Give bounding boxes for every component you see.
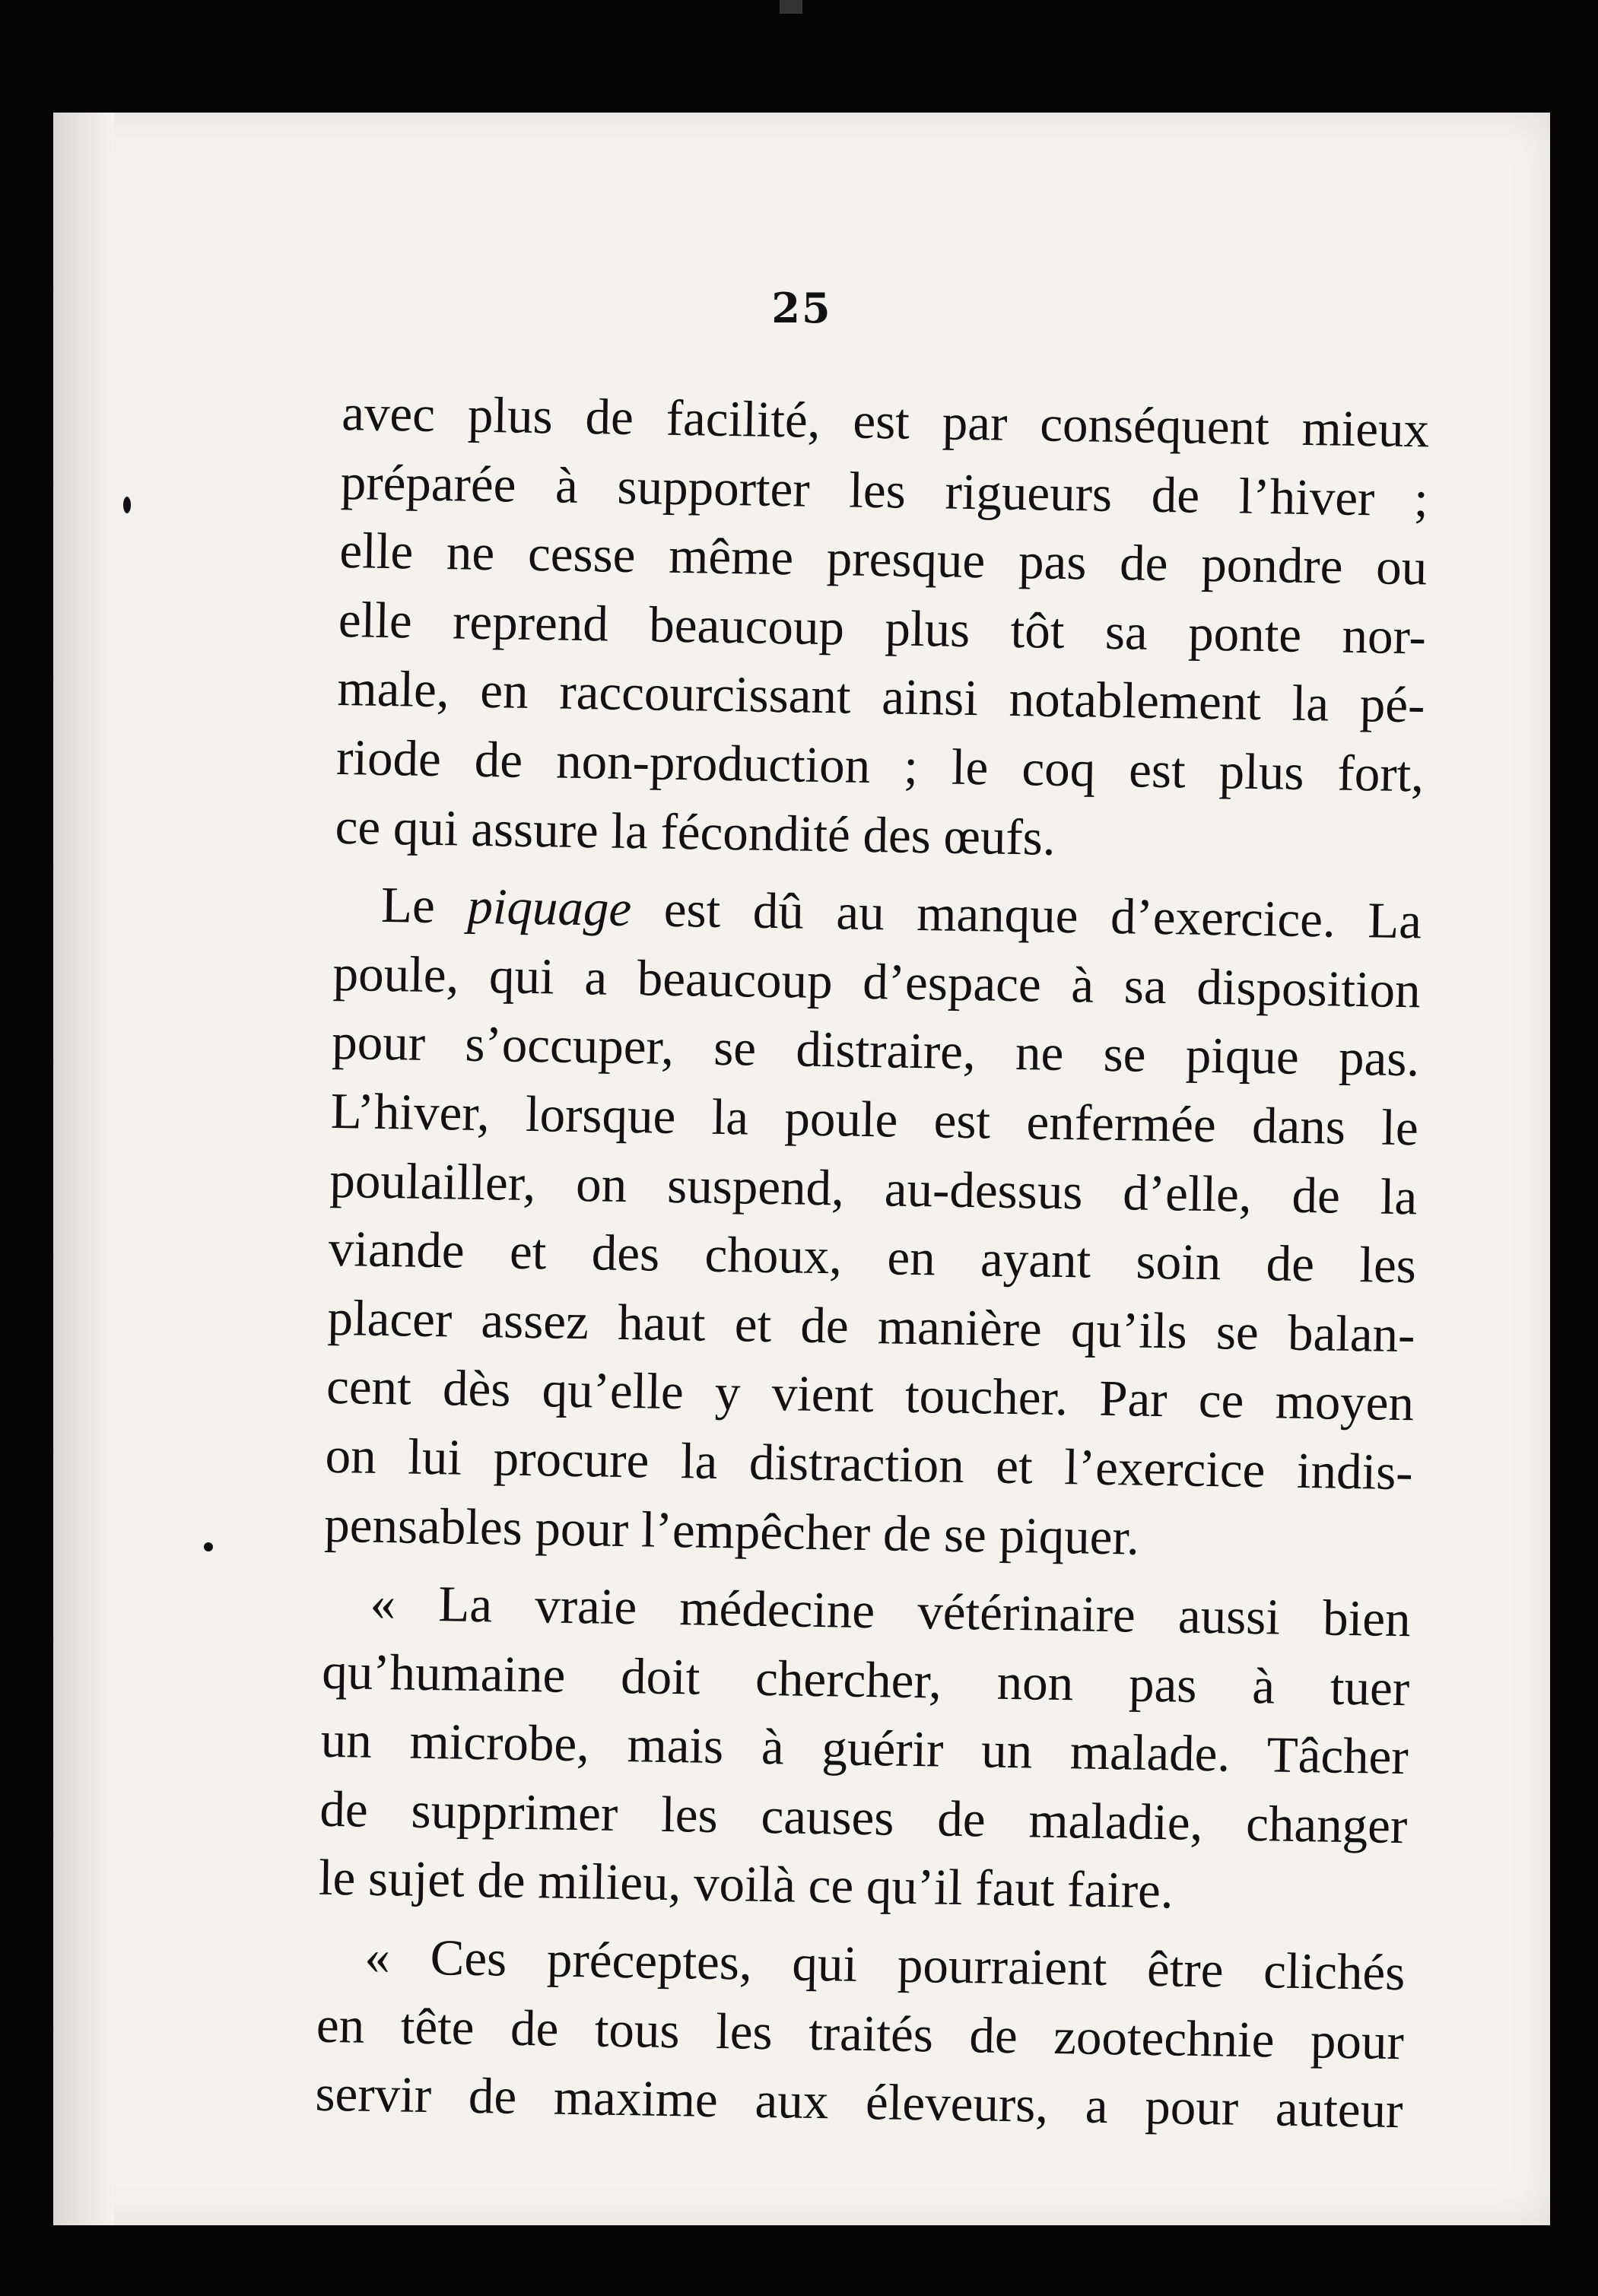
body-text (315, 379, 1430, 2145)
text-line: elle reprend beaucoup plus tôt sa ponte nor- (338, 591, 1427, 665)
text-line: L’hiver, lorsque la poule est enfermée dans le (330, 1082, 1419, 1157)
text-line: le sujet de milieu, voilà ce qu’il faut faire. (318, 1850, 1174, 1920)
text-line: cent dès qu’elle y vient toucher. Par ce moyen (326, 1358, 1415, 1432)
text-line: « Ces préceptes, qui pourraient être clichés (364, 1928, 1406, 2002)
text-line: on lui procure la distraction et l’exercice indis- (325, 1427, 1414, 1501)
text-line: avec plus de facilité, est par conséquent mieux (341, 384, 1430, 459)
scan-speck (204, 1542, 213, 1551)
text-line: poulailler, on suspend, au-dessus d’elle, de la (329, 1151, 1418, 1225)
paragraph-1 (335, 379, 1430, 878)
text-line: pensables pour l’empêcher de se piquer. (323, 1496, 1140, 1566)
paragraph-4 (315, 1922, 1406, 2145)
italic-term: piquage (466, 878, 632, 938)
text-line: en tête de tous les traités de zootechnie pour (316, 1996, 1405, 2070)
scan-speck (123, 497, 131, 513)
text-line: « La vraie médecine vétérinaire aussi bien (370, 1574, 1412, 1648)
text-line: pour s’occuper, se distraire, ne se pique pas. (331, 1014, 1420, 1088)
text-line: elle ne cesse même presque pas de pondre ou (338, 522, 1428, 596)
text-run: Le (380, 877, 469, 935)
text-line: riode de non-production ; le coq est plus fort, (335, 729, 1425, 803)
text-line: servir de maxime aux éleveurs, a pour auteur (314, 2065, 1403, 2139)
text-line: qu’humaine doit chercher, non pas à tuer (321, 1643, 1410, 1716)
text-line: poule, qui a beaucoup d’espace à sa disposition (332, 945, 1422, 1019)
text-line: préparée à supporter les rigueurs de l’hiver ; (340, 453, 1429, 528)
text-line: viande et des choux, en ayant soin de les (328, 1220, 1417, 1294)
text-line: de supprimer les causes de maladie, changer (319, 1780, 1408, 1855)
page-spine-shadow (53, 113, 114, 2225)
paragraph-3 (318, 1568, 1411, 1929)
book-page (53, 113, 1550, 2225)
text-line: placer assez haut et de manière qu’ils se balan- (327, 1289, 1416, 1364)
text-line: un microbe, mais à guérir un malade. Tâcher (320, 1712, 1409, 1786)
text-run: est dû au manque d’exercice. La (631, 881, 1422, 950)
scan-scratch (780, 0, 802, 14)
page-number: 25 (771, 284, 832, 332)
text-line: ce qui assure la fécondité des œufs. (335, 798, 1056, 866)
paragraph-2 (324, 870, 1422, 1576)
text-line: male, en raccourcissant ainsi notablement la pé- (337, 660, 1426, 734)
